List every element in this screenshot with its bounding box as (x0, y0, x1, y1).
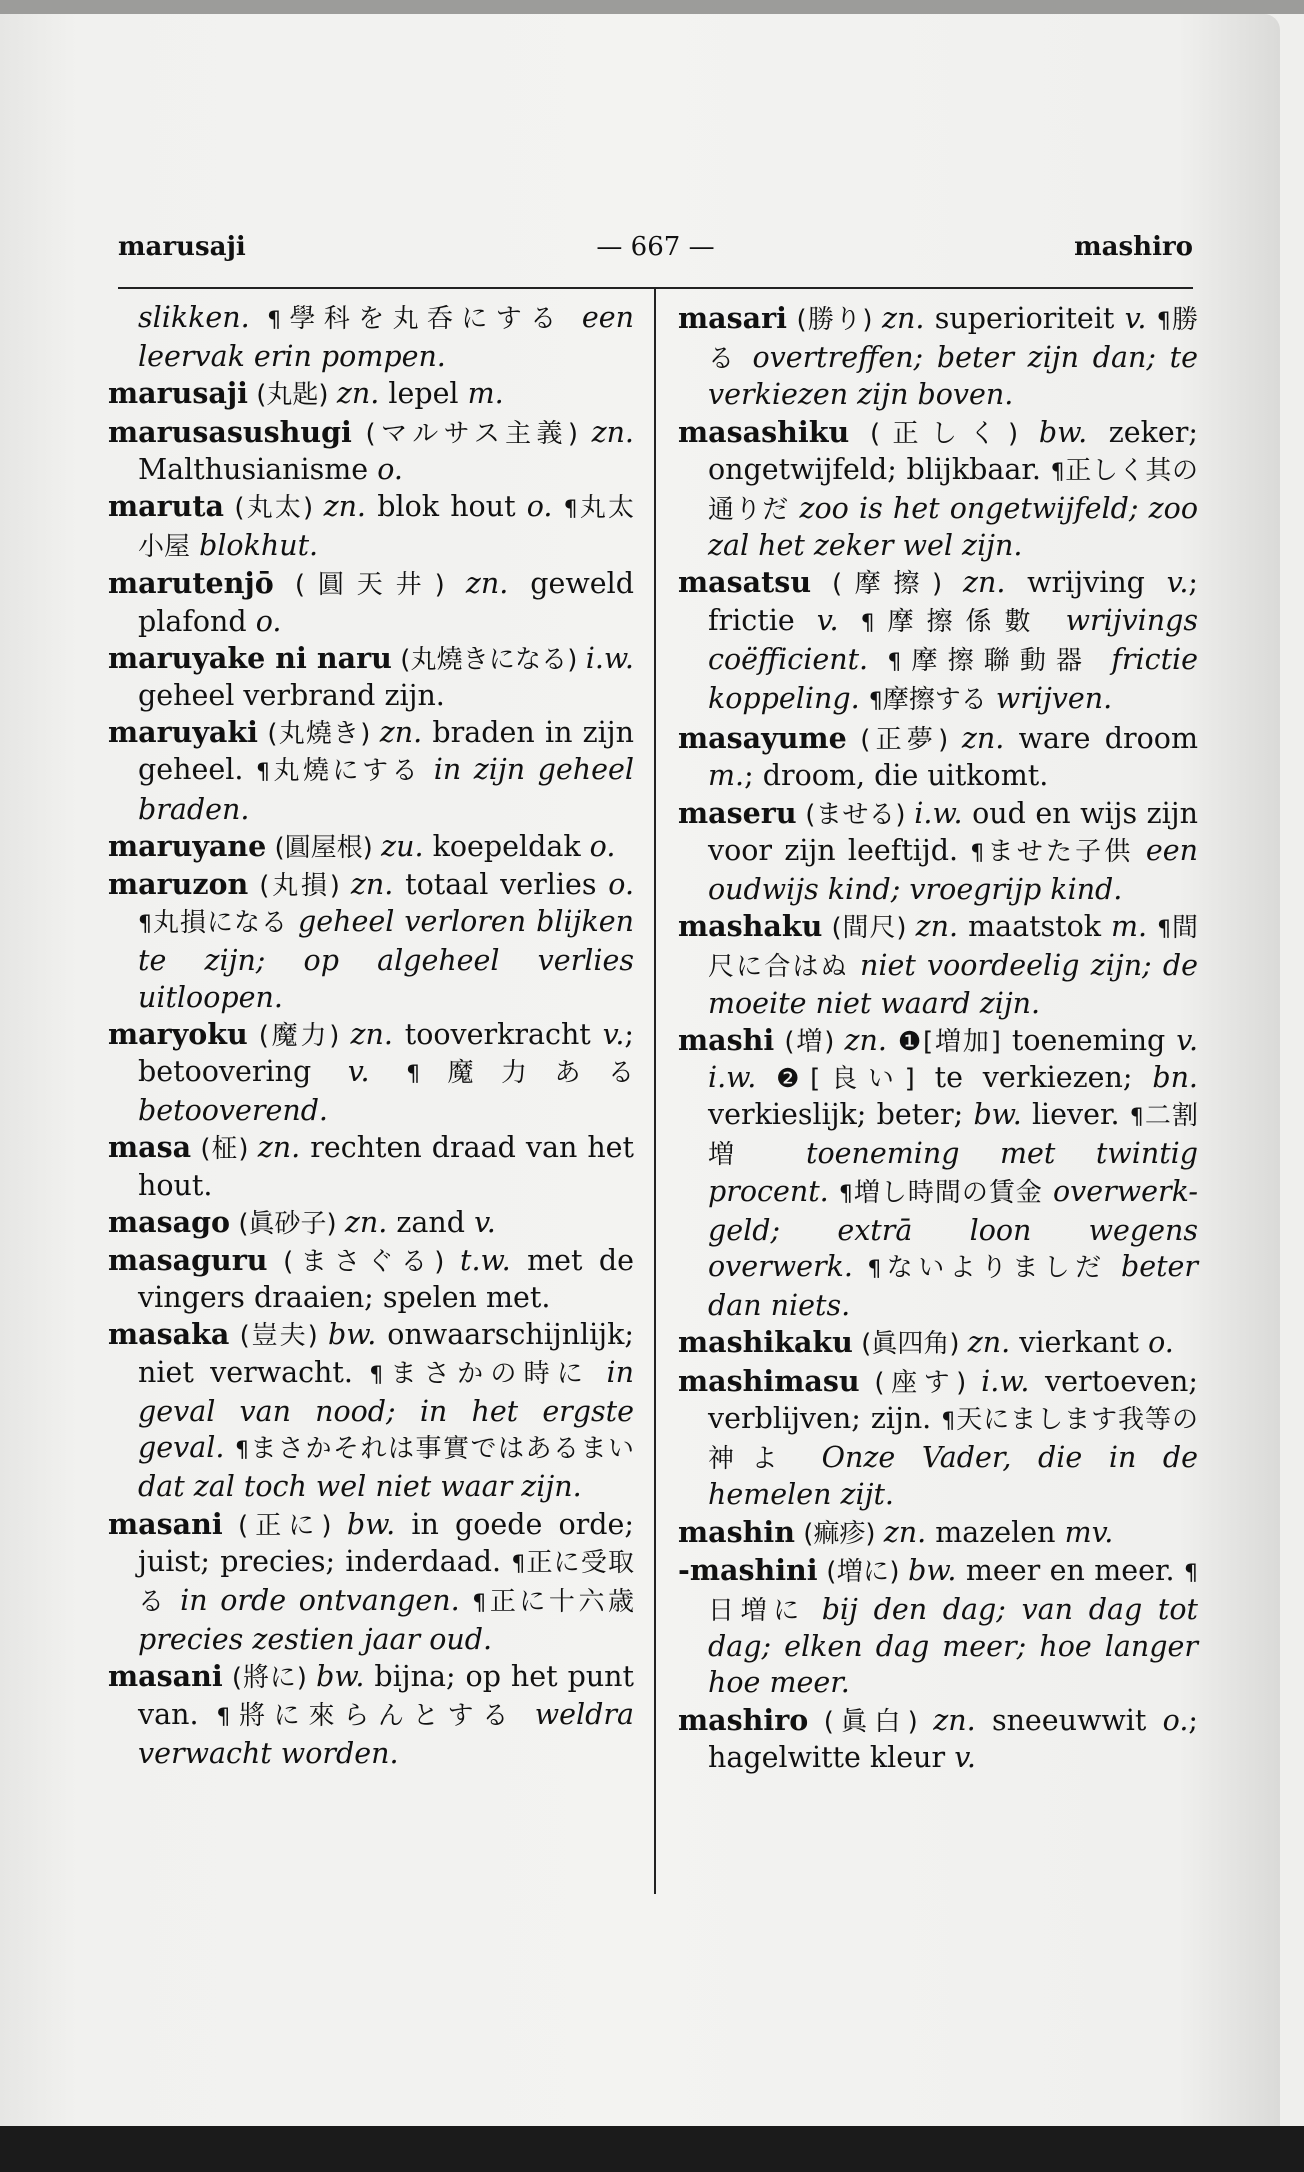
definition-text: geweld plafond (138, 567, 634, 638)
definition-text: koepeldak (423, 829, 590, 863)
grammar-label: v. (816, 603, 839, 637)
definition-text: sneeuwwit (975, 1703, 1163, 1737)
japanese-text: (摩擦) (811, 569, 964, 600)
paragraph-mark: ¶ (970, 840, 985, 866)
dictionary-entry (108, 640, 634, 714)
left-column (108, 300, 634, 1772)
space (1107, 1250, 1121, 1283)
headword: marusasushugi (108, 414, 352, 449)
japanese-text: (マルサス主義) (351, 418, 592, 449)
grammar-label: zn. (379, 716, 423, 750)
grammar-label: zn. (883, 1515, 927, 1549)
example-translation: wrijvings coëfficient. (708, 603, 1199, 676)
space (1092, 643, 1111, 676)
japanese-text: 摩擦聯動器 (901, 645, 1093, 676)
japanese-text: (魔力) (247, 1020, 351, 1051)
space (1043, 1175, 1053, 1208)
dictionary-entry (108, 1204, 634, 1242)
definition-text: toeneming (1000, 1023, 1177, 1057)
definition-text: ware droom (1004, 722, 1198, 756)
dictionary-entry (108, 565, 634, 639)
japanese-text: (將に) (222, 1663, 317, 1694)
example-translation: in zijn geheel braden. (138, 753, 634, 826)
grammar-label: v. (347, 1055, 370, 1089)
japanese-text: 間尺に合はぬ (708, 913, 1198, 983)
grammar-label: m. (1111, 910, 1148, 944)
japanese-text: (眞白) (808, 1706, 934, 1737)
grammar-label: zn. (465, 567, 509, 601)
japanese-text: (増に) (817, 1556, 909, 1587)
headword: masani (108, 1506, 223, 1541)
dictionary-entry (678, 1022, 1198, 1325)
paragraph-mark: ¶ (406, 1062, 421, 1088)
example-translation: in orde ontvangen. (180, 1583, 460, 1617)
headword: marusaji (108, 376, 249, 411)
japanese-text: 勝る (708, 305, 1198, 375)
space (1147, 910, 1157, 943)
headword: masani (108, 1659, 223, 1694)
dictionary-entry (678, 1514, 1198, 1552)
space (288, 905, 298, 938)
grammar-label: o. (1162, 1703, 1189, 1737)
space (421, 753, 434, 786)
grammar-label: v. (602, 1017, 625, 1051)
definition-text: maatstok (958, 910, 1112, 944)
paragraph-mark: ¶ (1129, 1105, 1144, 1131)
dictionary-entry (678, 1552, 1198, 1702)
space (1134, 834, 1146, 867)
definition-text: met de vingers draaien; spelen met. (138, 1244, 634, 1315)
grammar-label: zn. (350, 1017, 393, 1051)
definition-text: tooverkracht (392, 1017, 603, 1051)
example-translation: overwerk-geld; extrā loon wegens overwerk. (708, 1174, 1199, 1284)
japanese-text: 魔力ある (420, 1058, 634, 1089)
japanese-text: 摩擦係數 (874, 606, 1044, 637)
dictionary-entry (108, 866, 634, 1016)
bottom-edge (0, 2126, 1304, 2172)
grammar-label: zn. (933, 1703, 976, 1737)
dictionary-entry (678, 300, 1198, 414)
grammar-label: i.w. (585, 641, 634, 675)
grammar-label: zn. (350, 868, 394, 902)
definition-text: ; frictie (708, 566, 1198, 637)
headword: mashiro (678, 1702, 809, 1737)
japanese-text: (勝り) (786, 305, 882, 335)
grammar-label: zn. (915, 910, 959, 944)
paragraph-mark: ¶ (267, 308, 282, 333)
space (1044, 604, 1066, 637)
space (1146, 302, 1156, 335)
space (789, 492, 799, 525)
dictionary-entry (678, 720, 1198, 794)
grammar-label: v. (474, 1205, 496, 1239)
japanese-text: (柾) (191, 1134, 258, 1165)
grammar-label: bw. (908, 1553, 957, 1587)
grammar-label: zn. (882, 302, 925, 335)
definition-text: rechten draad van het hout. (138, 1131, 634, 1202)
paragraph-mark: ¶ (868, 689, 883, 715)
paragraph-mark: ¶ (1156, 309, 1171, 334)
space (224, 1431, 235, 1464)
example-translation: weldra verwacht worden. (138, 1697, 634, 1770)
example-translation: slikken. (138, 301, 250, 334)
definition-text: Malthusianisme (138, 452, 378, 486)
dictionary-entry (678, 1324, 1198, 1362)
definition-text: wrijving (1005, 566, 1167, 600)
grammar-label: zn. (844, 1023, 887, 1057)
grammar-label: o. (589, 829, 616, 863)
example-translation: niet voordeelig zijn; de moeite niet waard zijn. (708, 949, 1198, 1020)
japanese-text: 正に十六歳 (486, 1586, 634, 1617)
headword: maruta (108, 489, 224, 524)
grammar-label: bw. (973, 1098, 1022, 1132)
paragraph-mark: ¶ (472, 1590, 487, 1616)
japanese-text: (正に) (222, 1510, 347, 1541)
headword: masatsu (678, 565, 812, 600)
grammar-label: o. (1148, 1326, 1174, 1360)
example-translation: betooverend. (138, 1094, 328, 1128)
japanese-text: (間尺) (822, 913, 916, 944)
japanese-text: (増) (774, 1026, 845, 1057)
japanese-text: 正しく其の通りだ (708, 455, 1198, 526)
definition-text: vertoeven; verblijven; zijn. (708, 1364, 1198, 1435)
japanese-text: 正に受取る (138, 1547, 634, 1617)
space (517, 1698, 535, 1731)
dictionary-entry (108, 1016, 634, 1130)
japanese-text: (圓屋根) (266, 832, 382, 863)
grammar-label: zn. (257, 1131, 301, 1165)
headword: masayume (678, 721, 847, 756)
dictionary-entry (678, 795, 1198, 909)
grammar-label: bn. (1152, 1061, 1198, 1095)
example-translation: een leervak erin pompen. (138, 301, 634, 374)
japanese-text: 二割増 (708, 1101, 1198, 1171)
grammar-label: o. (526, 490, 553, 524)
headword: mashin (678, 1514, 795, 1549)
example-translation: precies zestien jaar oud. (138, 1623, 493, 1657)
definition-text: totaal verlies (393, 868, 609, 902)
japanese-text: 學科を丸呑にする (281, 304, 565, 334)
paragraph-mark: ¶ (216, 1704, 231, 1730)
example-translation: in geval van nood; in het ergste geval. (138, 1355, 634, 1465)
grammar-label: zn. (344, 1205, 388, 1239)
japanese-text: (座す) (859, 1367, 982, 1398)
definition-text: onwaarschijnlijk; niet verwacht. (138, 1318, 634, 1389)
top-edge (0, 0, 1304, 14)
example-translation: Onze Vader, die in de hemelen zijt. (708, 1441, 1198, 1512)
space (829, 1175, 839, 1208)
dictionary-entry (108, 414, 634, 488)
definition-text: geheel verbrand zijn. (138, 679, 445, 713)
grammar-label: t.w. (460, 1244, 511, 1278)
headword: masashiku (678, 414, 850, 449)
grammar-label: v. (1166, 566, 1189, 600)
japanese-text: 將に來らんとする (230, 1700, 517, 1731)
headword: marutenjō (108, 566, 274, 601)
japanese-text: (丸匙) (248, 380, 337, 411)
dictionary-entry (678, 414, 1198, 565)
dictionary-entry (108, 488, 634, 565)
definition-text: in goede orde; juist; precies; inderdaad. (138, 1507, 634, 1578)
space (190, 529, 199, 562)
japanese-text: 丸太小屋 (138, 493, 634, 563)
japanese-text: (丸太) (224, 493, 324, 524)
japanese-text: (豈夫) (229, 1321, 328, 1352)
definition-text: meer en meer. (956, 1553, 1184, 1587)
grammar-label: zu. (381, 829, 424, 863)
paragraph-mark: ¶ (511, 1551, 526, 1577)
japanese-text: ませた子供 (984, 836, 1134, 867)
grammar-label: bw. (346, 1507, 396, 1541)
running-head (118, 232, 1193, 272)
japanese-text: (丸燒き) (257, 719, 380, 750)
grammar-label: i.w. (914, 796, 963, 830)
grammar-label: o. (608, 868, 634, 902)
example-translation: frictie koppeling. (708, 642, 1199, 716)
definition-text: braden in zijn geheel. (138, 716, 634, 787)
grammar-label: v. (954, 1740, 976, 1774)
japanese-text: 丸損になる (152, 908, 288, 939)
japanese-text: (丸燒きになる) (391, 644, 586, 675)
right-column (678, 300, 1198, 1776)
grammar-label: zn. (323, 490, 366, 524)
japanese-text: (痲疹) (794, 1518, 884, 1549)
grammar-label: o. (377, 452, 403, 486)
dictionary-entry (108, 1658, 634, 1772)
japanese-text: (眞四角) (852, 1329, 968, 1360)
japanese-text: 増し時間の賃金 (852, 1177, 1043, 1208)
headword: maruzon (108, 867, 249, 902)
grammar-label: v. i.w. (708, 1023, 1199, 1095)
right-guide-word: mashiro (1074, 232, 1193, 262)
example-translation: geheel verloren blijken te zijn; op algeheel verlies uitloopen. (138, 905, 634, 1014)
definition-text: blok hout (366, 490, 527, 524)
definition-text: liever. (1021, 1098, 1130, 1132)
definition-text: ; betoovering (138, 1017, 634, 1089)
example-translation: blokhut. (199, 529, 319, 563)
paragraph-mark: ¶ (138, 912, 152, 938)
grammar-label: zn. (963, 566, 1006, 600)
headword: maseru (678, 795, 797, 830)
paragraph-mark: ¶ (563, 497, 578, 523)
definition-text: oud en wijs zijn voor zijn leeftijd. (708, 796, 1198, 867)
grammar-label: bw. (1038, 415, 1088, 449)
space (795, 1441, 822, 1474)
headword: -mashini (678, 1552, 818, 1587)
headword: maruyane (108, 828, 267, 863)
definition-text: ; droom, die uitkomt. (744, 759, 1049, 793)
definition-text (887, 1024, 898, 1057)
japanese-text: (正夢) (846, 725, 962, 756)
grammar-label: zn. (591, 415, 634, 449)
headword: masaka (108, 1317, 230, 1352)
paragraph-mark: ¶ (867, 1257, 882, 1283)
grammar-label: zn. (336, 377, 380, 411)
grammar-label: zn. (967, 1326, 1011, 1360)
dictionary-entry (108, 1242, 634, 1316)
space (860, 682, 869, 715)
headword: maruyake ni naru (108, 640, 392, 675)
japanese-text: ❷[良い] (776, 1064, 915, 1095)
definition-text: te verkiezen; (914, 1061, 1153, 1095)
paragraph-mark: ¶ (941, 1408, 956, 1434)
space (370, 1055, 407, 1088)
space (564, 301, 581, 334)
japanese-text: (眞砂子) (230, 1208, 345, 1239)
paragraph-mark: ¶ (255, 760, 270, 786)
definition-text (756, 1061, 776, 1094)
japanese-text: 摩擦する (882, 685, 987, 716)
paragraph-mark: ¶ (1157, 917, 1172, 943)
japanese-text: (正しく) (849, 418, 1039, 449)
definition-text: superioriteit (924, 302, 1125, 335)
definition-text: zeker; ongetwijfeld; blijkbaar. (708, 415, 1198, 486)
headword: mashimasu (678, 1363, 860, 1398)
paragraph-mark: ¶ (234, 1438, 249, 1464)
definition-text: zand (387, 1205, 475, 1239)
left-guide-word: marusaji (118, 232, 246, 262)
example-translation: toeneming met twintig procent. (708, 1137, 1199, 1208)
dictionary-entry (108, 1506, 634, 1659)
headword: mashi (678, 1022, 775, 1057)
headword: mashaku (678, 909, 823, 944)
example-translation: dat zal toch wel niet waar zijn. (138, 1470, 582, 1504)
definition-text: lepel (379, 377, 468, 411)
headword: mashikaku (678, 1325, 853, 1360)
grammar-label: i.w. (981, 1364, 1030, 1398)
japanese-text: (圓天井) (273, 570, 466, 601)
page-number: — 667 — (596, 232, 715, 262)
japanese-text: まさかの時に (383, 1358, 591, 1389)
example-translation: overtreffen; beter zijn dan; te verkiezen zijn boven. (708, 341, 1198, 412)
dictionary-entry (108, 1129, 634, 1203)
headword: maryoku (108, 1016, 248, 1051)
space (765, 1137, 806, 1170)
space (806, 1593, 822, 1626)
japanese-text: (ませる) (796, 799, 915, 830)
grammar-label: o. (255, 604, 282, 638)
definition-text: verkieslijk; beter; (708, 1098, 974, 1132)
japanese-text: (まさぐる) (267, 1247, 461, 1278)
example-translation: bij den dag; van dag tot dag; elken dag meer; hoe langer hoe meer. (708, 1592, 1198, 1700)
dictionary-entry (678, 564, 1198, 720)
dictionary-entry (678, 1363, 1198, 1514)
paragraph-mark: ¶ (887, 649, 902, 675)
space (460, 1584, 473, 1617)
definition-text: ; hagelwitte kleur (708, 1703, 1198, 1774)
japanese-text: (丸損) (248, 871, 351, 902)
paragraph-mark: ¶ (1050, 459, 1065, 485)
dictionary-entry (108, 1316, 634, 1505)
grammar-label: mv. (1064, 1515, 1114, 1549)
japanese-text: 日増に (708, 1595, 806, 1626)
grammar-label: bw. (316, 1660, 365, 1694)
grammar-label: v. (1124, 302, 1147, 335)
headword: maruyaki (108, 715, 258, 750)
space (739, 341, 753, 374)
space (552, 490, 563, 523)
headword: masari (678, 301, 787, 335)
paragraph-mark: ¶ (838, 1181, 853, 1207)
space (868, 643, 887, 676)
example-translation: wrijven. (995, 682, 1113, 716)
dictionary-entry (678, 1702, 1198, 1776)
dictionary-entry (108, 714, 634, 828)
dictionary-entry (678, 908, 1198, 1022)
headword: masago (108, 1204, 231, 1239)
grammar-label: m. (708, 759, 745, 793)
japanese-text: まさかそれは事實ではあるまい (248, 1434, 634, 1465)
grammar-label: bw. (327, 1318, 377, 1352)
grammar-label: zn. (961, 722, 1005, 756)
japanese-text: 天にまします我等の神よ (708, 1404, 1198, 1475)
paragraph-mark: ¶ (860, 610, 875, 636)
definition-text: vierkant (1010, 1326, 1149, 1360)
headword: masaguru (108, 1243, 268, 1278)
example-translation: een oudwijs kind; vroegrijp kind. (708, 833, 1198, 907)
dictionary-entry (108, 828, 634, 866)
space (590, 1356, 606, 1389)
space (250, 301, 267, 334)
dictionary-entry (108, 300, 634, 375)
space (168, 1584, 181, 1617)
space (987, 682, 996, 715)
japanese-text: ❶[増加] (897, 1026, 1001, 1057)
definition-text: bijna; op het punt van. (138, 1660, 634, 1731)
example-translation: beter dan niets. (708, 1250, 1199, 1323)
example-translation: zoo is het ongetwijfeld; zoo zal het zeker wel zijn. (708, 492, 1198, 563)
space (839, 604, 861, 637)
column-divider (654, 288, 656, 1894)
dictionary-entry (108, 375, 634, 413)
space (853, 1250, 867, 1283)
headword: masa (108, 1130, 192, 1165)
paragraph-mark: ¶ (369, 1362, 384, 1388)
japanese-text: 丸燒にする (269, 756, 422, 787)
paragraph-mark: ¶ (1184, 1560, 1198, 1586)
japanese-text: ないよりましだ (881, 1253, 1107, 1284)
space (849, 949, 860, 982)
definition-text: mazelen (926, 1515, 1065, 1549)
grammar-label: m. (467, 377, 504, 411)
